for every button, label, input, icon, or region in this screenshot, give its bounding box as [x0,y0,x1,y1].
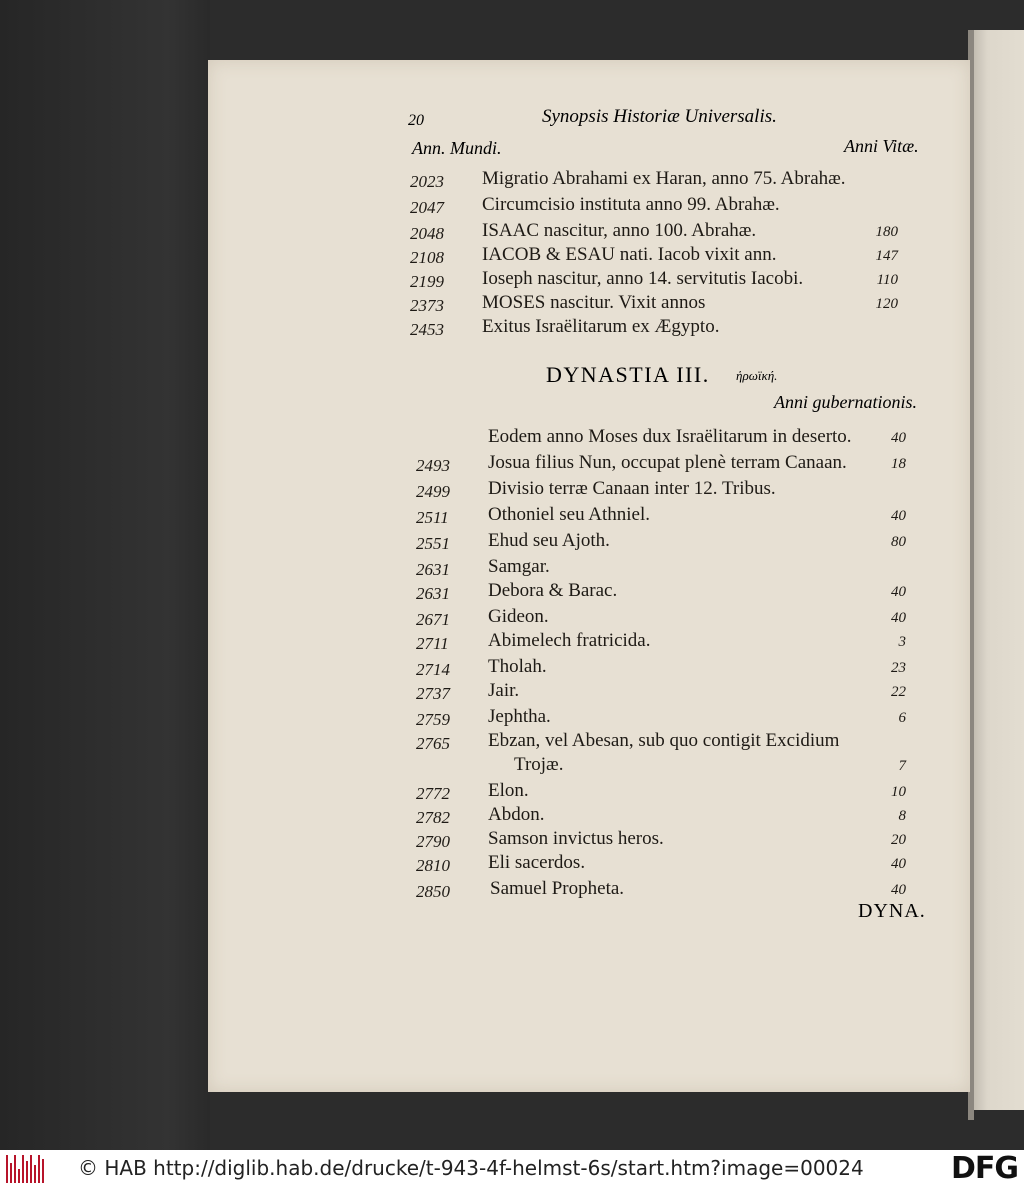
chronology-row [208,606,970,632]
chronology-row [208,730,970,756]
year-mundi: 2810 [416,856,450,875]
years-count: 3 [898,634,906,650]
page-number: 20 [408,112,424,129]
chronology-row [208,852,970,878]
year-mundi: 2790 [416,832,450,851]
entry-text: Divisio terræ Canaan inter 12. Tribus. [488,478,776,499]
column-heading-anni-vitae: Anni Vitæ. [844,136,919,156]
entry-text: Othoniel seu Athniel. [488,504,651,525]
years-count: 80 [891,534,906,550]
entry-text: Eli sacerdos. [488,852,586,873]
year-mundi: 2671 [416,610,450,629]
year-mundi: 2493 [416,456,450,475]
chronology-row [208,268,970,294]
hab-logo-icon [6,1155,48,1183]
chronology-row [208,220,970,246]
entry-text: Josua filius Nun, occupat plenè terram Canaan. [488,452,847,473]
chronology-row [208,656,970,682]
entry-text: Ebzan, vel Abesan, sub quo contigit Excidium [488,730,840,751]
chronology-row [208,828,970,854]
years-count: 40 [891,430,906,446]
entry-text: IACOB & ESAU nati. Iacob vixit ann. [482,244,777,265]
entry-text: Gideon. [488,606,549,627]
years-count: 40 [891,508,906,524]
chronology-row [208,244,970,270]
column-heading-anni-gubernationis: Anni gubernationis. [774,392,917,412]
entry-text: Elon. [488,780,529,801]
chronology-row [208,292,970,318]
years-count: 22 [891,684,906,700]
chronology-row [208,706,970,732]
dynasty-greek-label: ἡρωϊκή. [736,368,778,383]
entry-text: Abimelech fratricida. [488,630,651,651]
years-count: 8 [898,808,906,824]
chronology-row [208,754,970,780]
entry-text: Samgar. [488,556,550,577]
chronology-row [208,804,970,830]
copyright-link[interactable]: © HAB http://diglib.hab.de/drucke/t-943-4f-helmst-6s/start.htm?image=00024 [78,1156,864,1180]
entry-text: Jephtha. [488,706,551,727]
entry-text: Tholah. [488,656,547,677]
chronology-row [208,630,970,656]
year-mundi: 2048 [410,224,444,243]
running-title: Synopsis Historiæ Universalis. [542,106,777,127]
years-count: 6 [898,710,906,726]
years-count: 20 [891,832,906,848]
year-mundi: 2551 [416,534,450,553]
chronology-row [208,878,970,904]
column-heading-ann-mundi: Ann. Mundi. [412,138,502,158]
chronology-row [208,780,970,806]
entry-text: ISAAC nascitur, anno 100. Abrahæ. [482,220,757,241]
chronology-row [208,478,970,504]
year-mundi: 2047 [410,198,444,217]
entry-text: Eodem anno Moses dux Israëlitarum in deserto. [488,426,852,447]
years-count: 40 [891,856,906,872]
year-mundi: 2759 [416,710,450,729]
chronology-row [208,426,970,452]
scan-background-left [0,0,210,1150]
year-mundi: 2023 [410,172,444,191]
catchword: DYNA. [858,900,926,922]
years-count: 180 [875,224,898,240]
year-mundi: 2714 [416,660,450,679]
chronology-row [208,680,970,706]
years-count: 40 [891,610,906,626]
chronology-row [208,452,970,478]
years-count: 147 [875,248,898,264]
chronology-row [208,556,970,582]
year-mundi: 2711 [416,634,449,653]
year-mundi: 2765 [416,734,450,753]
chronology-row [208,530,970,556]
year-mundi: 2631 [416,560,450,579]
chronology-row [208,194,970,220]
dynasty-heading: DYNASTIA III. [546,362,710,387]
entry-text: Ehud seu Ajoth. [488,530,610,551]
entry-text: MOSES nascitur. Vixit annos [482,292,706,313]
year-mundi: 2511 [416,508,449,527]
year-mundi: 2631 [416,584,450,603]
dfg-logo: DFG [950,1151,1018,1186]
entry-text: Ioseph nascitur, anno 14. servitutis Iacobi. [482,268,804,289]
chronology-row [208,580,970,606]
chronology-row [208,316,970,342]
entry-text: Abdon. [488,804,545,825]
year-mundi: 2373 [410,296,444,315]
chronology-row [208,168,970,194]
entry-text: Samuel Propheta. [490,878,625,899]
entry-text: Trojæ. [514,754,564,775]
years-count: 120 [875,296,898,312]
entry-text: Samson invictus heros. [488,828,664,849]
years-count: 110 [876,272,898,288]
entry-text: Jair. [488,680,520,701]
year-mundi: 2499 [416,482,450,501]
book-page [208,60,970,1092]
year-mundi: 2737 [416,684,450,703]
facing-page-edge [972,30,1024,1110]
entry-text: Circumcisio instituta anno 99. Abrahæ. [482,194,780,215]
year-mundi: 2199 [410,272,444,291]
footer-bar [0,1150,1024,1189]
year-mundi: 2453 [410,320,444,339]
year-mundi: 2782 [416,808,450,827]
year-mundi: 2108 [410,248,444,267]
entry-text: Debora & Barac. [488,580,618,601]
chronology-row [208,504,970,530]
entry-text: Exitus Israëlitarum ex Ægypto. [482,316,720,337]
years-count: 10 [891,784,906,800]
years-count: 23 [891,660,906,676]
year-mundi: 2772 [416,784,450,803]
years-count: 18 [891,456,906,472]
years-count: 40 [891,882,906,898]
years-count: 40 [891,584,906,600]
entry-text: Migratio Abrahami ex Haran, anno 75. Abrahæ. [482,168,846,189]
years-count: 7 [898,758,906,774]
year-mundi: 2850 [416,882,450,901]
